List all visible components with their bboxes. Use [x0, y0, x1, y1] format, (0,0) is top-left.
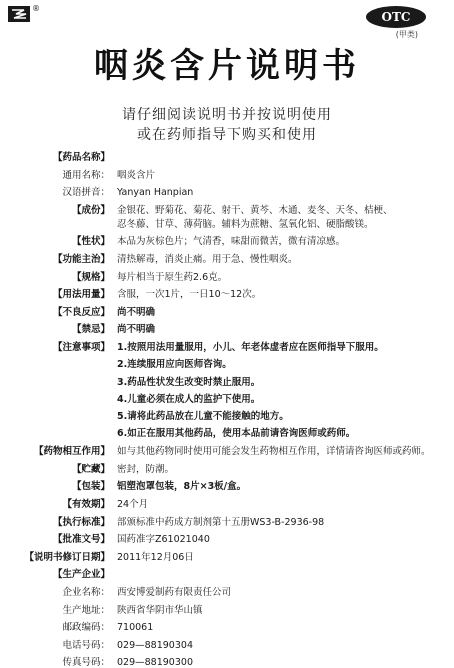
- row-label: 传真号码：: [62, 657, 110, 668]
- row-label: 【执行标准】: [52, 516, 110, 528]
- row-value-line: 4.儿童必须在成人的监护下使用。: [117, 393, 261, 405]
- row-value: [117, 499, 444, 510]
- row-value-line: 金银花、野菊花、菊花、射干、黄芩、木通、麦冬、天冬、桔梗、: [117, 204, 393, 216]
- row-value: [117, 254, 444, 265]
- row-value: [117, 236, 444, 247]
- row-value: [117, 289, 444, 300]
- row-label: 通用名称：: [62, 169, 110, 181]
- row-value: [117, 605, 444, 616]
- row-label: 【禁忌】: [71, 324, 110, 336]
- row-value-line: 24个月: [117, 498, 149, 510]
- row-value-line: 陕西省华阴市华山镇: [117, 604, 203, 616]
- row-label: 【性状】: [71, 236, 110, 248]
- row-label: 【贮藏】: [71, 463, 110, 475]
- row-value-line: 1.按照用法用量服用，小儿、年老体虚者应在医师指导下服用。: [117, 342, 384, 353]
- row-value-line: 国药准字Z61021040: [117, 534, 210, 546]
- row-value: [117, 324, 444, 335]
- row-value: [117, 552, 444, 563]
- row-label: 【包装】: [71, 481, 110, 493]
- brand-logo-icon: [8, 6, 30, 22]
- row-value: [117, 640, 444, 651]
- row-value-line: 6.如正在服用其他药品，使用本品前请咨询医师或药师。: [117, 428, 356, 440]
- otc-category: (甲类): [395, 30, 418, 39]
- row-label: 企业名称：: [62, 586, 110, 598]
- registered-mark-icon: ®: [32, 4, 40, 13]
- row-value-line: 2011年12月06日: [117, 551, 194, 563]
- row-value-line: 029—88190300: [117, 657, 193, 668]
- row-label: 【说明书修订日期】: [24, 551, 110, 563]
- instruction-line-1: 请仔细阅读说明书并按说明使用: [122, 107, 332, 123]
- row-value-line: 710061: [117, 622, 154, 634]
- row-value-line: 本品为灰棕色片；气清香，味甜而微苦，微有清凉感。: [117, 236, 346, 248]
- row-value-line: 2.连续服用应向医师咨询。: [117, 359, 232, 371]
- row-value: [117, 446, 444, 457]
- row-value: [117, 622, 444, 633]
- row-value: [117, 517, 444, 528]
- row-label: 电话号码：: [62, 639, 110, 651]
- row-value-line: 清热解毒，消炎止痛。用于急、慢性咽炎。: [117, 254, 298, 265]
- row-value-line: 每片相当于原生药2.6克。: [117, 271, 228, 283]
- row-value: [117, 272, 444, 283]
- row-value-line: 含服，一次1片，一日10～12次。: [117, 289, 262, 301]
- row-value: [117, 587, 444, 598]
- instruction-line-2: 或在药师指导下购买和使用: [137, 127, 317, 143]
- row-value-line: 尚不明确: [117, 324, 156, 336]
- row-label: 【药物相互作用】: [33, 446, 110, 458]
- row-value-line: 尚不明确: [117, 306, 156, 318]
- row-label: 【功能主治】: [52, 254, 110, 265]
- row-label: 【生产企业】: [52, 569, 110, 581]
- row-value: [117, 657, 444, 668]
- row-value-line: 部颁标准中药成方制剂第十五册WS3-B-2936-98: [117, 516, 325, 528]
- row-label: 【成份】: [71, 204, 110, 216]
- row-value-line: 3.药品性状发生改变时禁止服用。: [117, 376, 261, 388]
- row-value-line: 铝塑泡罩包装，8片×3板/盒。: [117, 481, 247, 493]
- row-value-line: 如与其他药物同时使用可能会发生药物相互作用，详情请咨询医师或药师。: [117, 446, 431, 458]
- row-label: 【有效期】: [62, 498, 110, 510]
- page-title: 咽炎含片说明书: [94, 46, 360, 86]
- row-label: 【批准文号】: [52, 534, 110, 546]
- row-value: [117, 534, 444, 545]
- row-value-line: 5.请将此药品放在儿童不能接触的地方。: [117, 411, 289, 423]
- row-value-line: 咽炎含片: [117, 169, 156, 181]
- row-label: 【不良反应】: [52, 306, 110, 318]
- row-label: 【药品名称】: [52, 152, 110, 163]
- row-label: 生产地址：: [62, 604, 110, 616]
- row-value: [117, 481, 444, 492]
- row-label: 【注意事项】: [52, 342, 110, 353]
- row-value-line: 029—88190304: [117, 639, 193, 651]
- row-label: 【用法用量】: [52, 289, 110, 301]
- row-value: [117, 464, 444, 475]
- otc-badge: OTC: [366, 6, 426, 28]
- row-value: [117, 342, 444, 439]
- row-value: [117, 205, 444, 230]
- row-value-line: 忍冬藤、甘草、薄荷脑。辅料为蔗糖、氢氧化铝、硬脂酸镁。: [117, 218, 374, 230]
- row-value-line: 西安博爱制药有限责任公司: [117, 586, 232, 598]
- row-value: [117, 307, 444, 318]
- row-label: 邮政编码：: [62, 622, 110, 634]
- row-value-line: 密封，防潮。: [117, 463, 175, 475]
- row-value: [117, 170, 444, 181]
- row-label: 汉语拼音：: [62, 187, 110, 199]
- row-value: [117, 187, 444, 198]
- row-value-line: Yanyan Hanpian: [117, 187, 194, 199]
- row-label: 【规格】: [71, 271, 110, 283]
